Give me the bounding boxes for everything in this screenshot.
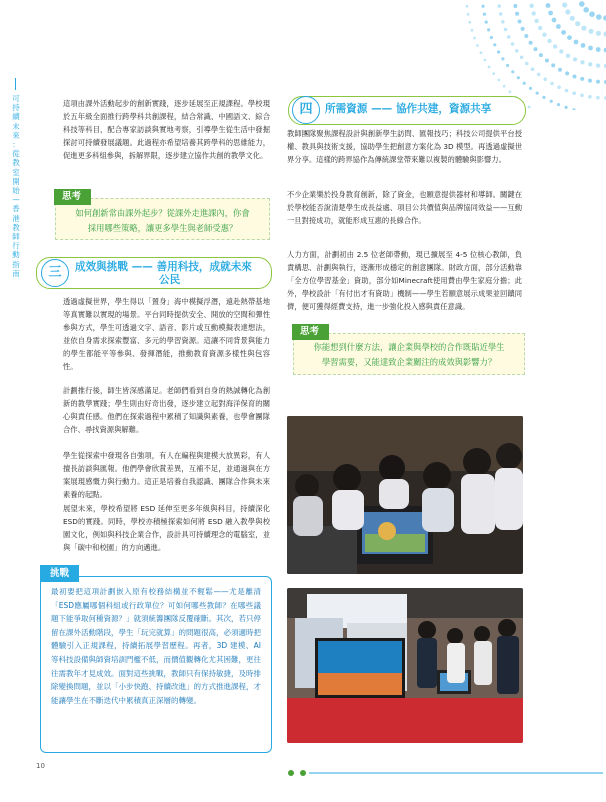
section-3-number: 三 bbox=[41, 259, 69, 287]
think-question-line-1: 如何創新常由課外起步？從課外走進課內，你會 bbox=[75, 208, 250, 218]
decorative-dot bbox=[573, 75, 577, 79]
decorative-dot bbox=[501, 57, 504, 60]
decorative-dot bbox=[581, 26, 586, 31]
decorative-dot bbox=[559, 49, 563, 53]
decorative-dot bbox=[497, 4, 501, 8]
side-title-char: 教 bbox=[12, 158, 20, 168]
side-title-char: 指 bbox=[12, 259, 20, 269]
decorative-dot bbox=[550, 100, 553, 103]
decorative-dot bbox=[501, 20, 505, 24]
decorative-dot bbox=[530, 4, 534, 8]
decorative-dot bbox=[483, 13, 486, 16]
think-question-line-1: 你能想到什麼方法，讓企業與學校的合作既貼近學生 bbox=[313, 342, 505, 352]
decorative-dot bbox=[580, 94, 584, 98]
section-3-header bbox=[36, 257, 272, 289]
photo-exhibition bbox=[287, 588, 523, 743]
decorative-dot bbox=[596, 80, 600, 84]
decorative-dot bbox=[588, 29, 593, 34]
decorative-dot bbox=[596, 47, 601, 52]
decorative-dot bbox=[468, 21, 471, 24]
paragraph-resources-1: 教師團隊聚焦課程設計與創新學生訪問、匯報技巧；科技公司提供平台授權、教具與技術支援，協助學生把創意方案化為 3D 模型。再透過虛擬世界分享。這樣的跨界協作為傳統課堂帶來難以複製的體驗與影響力。 bbox=[287, 129, 522, 164]
side-title-char: 持 bbox=[12, 103, 20, 113]
side-title-char: 來 bbox=[12, 130, 20, 140]
decorative-dot bbox=[565, 9, 570, 14]
decorative-dot bbox=[551, 63, 555, 67]
decorative-dot bbox=[588, 62, 592, 66]
side-title-char: 可 bbox=[12, 94, 20, 103]
decorative-dot bbox=[596, 31, 601, 36]
decorative-dot bbox=[547, 39, 551, 43]
decorative-dot bbox=[487, 28, 490, 31]
decorative-dot bbox=[580, 60, 584, 64]
decorative-dot bbox=[524, 34, 528, 38]
decorative-dot bbox=[550, 82, 554, 86]
decorative-dot bbox=[490, 36, 493, 39]
decorative-dot bbox=[570, 16, 575, 21]
decorative-dot bbox=[575, 21, 580, 26]
decorative-dot bbox=[507, 35, 511, 39]
decorative-dot bbox=[562, 2, 567, 7]
decorative-dot bbox=[542, 33, 546, 37]
bottom-decorative-rule bbox=[283, 766, 603, 780]
decorative-dot bbox=[523, 82, 526, 85]
side-title-char: ： bbox=[12, 140, 20, 150]
decorative-dot bbox=[521, 27, 525, 31]
decorative-dot bbox=[492, 72, 495, 75]
decorative-dot bbox=[515, 12, 519, 16]
decorative-dot bbox=[534, 19, 538, 23]
decorative-dot bbox=[511, 70, 514, 73]
decorative-dot bbox=[546, 3, 551, 8]
side-title-char: 香 bbox=[12, 204, 20, 214]
decorative-dot bbox=[534, 47, 538, 51]
decorative-dot bbox=[528, 106, 531, 109]
side-title-char: 動 bbox=[12, 250, 20, 260]
decorative-dot bbox=[517, 76, 520, 79]
decorative-dot bbox=[536, 92, 539, 95]
side-title-char: 室 bbox=[12, 167, 20, 177]
decorative-dot bbox=[583, 7, 589, 13]
challenge-tag: 挑戰 bbox=[40, 565, 79, 582]
decorative-dot bbox=[545, 59, 549, 63]
decorative-dot bbox=[588, 95, 592, 99]
decorative-dot bbox=[543, 77, 547, 81]
think-box-1 bbox=[55, 191, 270, 240]
decorative-dot bbox=[565, 71, 569, 75]
decorative-dot bbox=[567, 35, 572, 40]
decorative-dot bbox=[573, 57, 577, 61]
decorative-dot bbox=[557, 103, 560, 106]
decorative-dot bbox=[531, 67, 535, 71]
paragraph-resources-2: 不少企業樂於投身教育創新，除了資金，也願意提供器材和導師。關鍵在於學校能否說清楚學生成長益處、項目公共價值與品牌協同效益——互動一旦對接成功，就能形成互惠的長線合作。 bbox=[287, 190, 522, 225]
decorative-dot bbox=[532, 11, 536, 15]
side-title-char: 師 bbox=[12, 232, 20, 242]
decorative-dot bbox=[581, 43, 586, 48]
decorative-dot bbox=[483, 59, 486, 62]
decorative-dot bbox=[520, 56, 524, 60]
side-title-char: 續 bbox=[12, 112, 20, 122]
decorative-dot bbox=[588, 79, 592, 83]
decorative-dot bbox=[580, 77, 584, 81]
decorative-dot bbox=[537, 73, 541, 77]
side-title-char: 從 bbox=[12, 149, 20, 159]
decorative-dot bbox=[588, 46, 593, 51]
decorative-dot bbox=[557, 86, 561, 90]
decorative-dot bbox=[488, 66, 491, 69]
decorative-dot bbox=[565, 89, 569, 93]
photo-students-exploring bbox=[287, 416, 523, 574]
decorative-dot bbox=[497, 79, 500, 82]
decorative-dot bbox=[513, 4, 517, 8]
decorative-dot bbox=[561, 30, 566, 35]
paragraph-outcomes-3: 學生從探索中發現各自強項，有人在編程與建模大放異彩，有人擅長訪談與匯報。他們學會欣賞差異，互補不足，並通過與在方案展現感慨力與行動力。這正是培養自我認識、團隊合作與未來素養的起點。 bbox=[63, 451, 270, 499]
decorative-dot bbox=[553, 44, 557, 48]
decorative-dot bbox=[476, 44, 479, 47]
side-title-char: 未 bbox=[12, 121, 20, 131]
decorative-dot bbox=[485, 21, 488, 24]
side-title-char: 始 bbox=[12, 186, 20, 196]
paragraph-outlook: 展望未來，學校希望將 ESD 延伸至更多年級與科目，持續深化ESD的實踐。同時，學校亦積極探索如何將 ESD 融入教學與校園文化，例如與科技企業合作，設計具可持續理念的電腦室，並與「碳中和校園」的方向邁進。 bbox=[63, 504, 270, 552]
section-3-title-line-2: 公民 bbox=[159, 274, 181, 286]
side-title-char: 教 bbox=[12, 222, 20, 232]
decorative-dot bbox=[525, 62, 529, 66]
decorative-dot bbox=[548, 11, 553, 16]
side-title-char: 港 bbox=[12, 213, 20, 223]
decorative-dot-pattern bbox=[430, 0, 606, 110]
decorative-dot bbox=[503, 85, 506, 88]
side-title-rule bbox=[15, 78, 16, 90]
decorative-dot bbox=[506, 64, 509, 67]
section-4-number: 四 bbox=[292, 96, 320, 124]
decorative-dot bbox=[565, 106, 568, 109]
think-tag: 思考 bbox=[54, 189, 91, 205]
decorative-dot bbox=[515, 49, 519, 53]
page-number: 10 bbox=[36, 762, 45, 770]
think-tag: 思考 bbox=[292, 324, 329, 340]
decorative-dot bbox=[529, 41, 533, 45]
decorative-dot bbox=[499, 12, 503, 16]
decorative-dot bbox=[538, 26, 542, 30]
decorative-dot bbox=[518, 20, 522, 24]
challenge-box bbox=[40, 568, 272, 753]
think-question-line-2: 學習需要，又能達致企業關注的成效與影響力？ bbox=[321, 357, 497, 367]
decorative-dot bbox=[574, 40, 579, 45]
section-4-title: 所需資源 —— 協作共建，資源共享 bbox=[325, 103, 492, 115]
decorative-dot bbox=[471, 29, 474, 32]
side-title-char: 開 bbox=[12, 176, 20, 186]
decorative-dot bbox=[558, 68, 562, 72]
decorative-dot bbox=[480, 51, 483, 54]
section-3-title-line-1: 成效與挑戰 —— 善用科技，成就未來 bbox=[75, 261, 252, 273]
decorative-dot bbox=[566, 54, 570, 58]
paragraph-outcomes-1: 透過虛擬世界，學生得以「置身」海中模擬浮潛，遠赴熱帶基地等真實難以實現的場景。平台同時提供安全、開放的空間和彈性參與方式，學生可透過文字、語音、影片或互動模擬表達想法，並依自身需求探索豐富、多元的學習資源。這讓不同背景與能力的學生都能平等參與、發揮潛能，推動教育資源多樣性與包容性。 bbox=[63, 297, 270, 371]
decorative-dot bbox=[504, 28, 508, 32]
side-title-char: — bbox=[12, 195, 20, 205]
think-box-2 bbox=[293, 326, 525, 375]
decorative-dot bbox=[529, 87, 532, 90]
paragraph-resources-3: 人力方面，計劃初由 2.5 位老師帶動，現已擴展至 4-5 位核心教師，負責構思、計劃與執行，逐漸形成穩定的創意團隊。財政方面，部分活動靠「全方位學習基金」資助，部分如Minecraft使用費由學生家庭分擔；此外，學校設計「有付出才有資助」機制——學生若願意展示成果並回饋同儕，便可獲得經費支持，進一步強化投入感與責任意識。 bbox=[287, 250, 522, 311]
side-title-char: 行 bbox=[12, 241, 20, 251]
decorative-dot bbox=[556, 24, 561, 29]
decorative-dot bbox=[542, 96, 545, 99]
decorative-dot bbox=[493, 43, 496, 46]
decorative-dot bbox=[467, 13, 470, 16]
decorative-dot bbox=[572, 108, 575, 110]
decorative-dot bbox=[596, 96, 600, 100]
decorative-dot bbox=[511, 42, 515, 46]
decorative-dot bbox=[579, 1, 585, 7]
section-4-header bbox=[288, 96, 526, 125]
decorative-dot bbox=[596, 14, 602, 20]
decorative-dot bbox=[596, 63, 600, 67]
think-question-line-2: 採用哪些策略，讓更多學生與老師受惠？ bbox=[87, 223, 238, 233]
decorative-dot bbox=[482, 5, 485, 8]
decorative-dot bbox=[497, 50, 500, 53]
decorative-dot bbox=[589, 11, 595, 17]
decorative-dot bbox=[466, 5, 469, 8]
side-series-title bbox=[11, 94, 21, 278]
decorative-dot bbox=[473, 37, 476, 40]
intro-paragraph: 這項由課外活動起步的創新實踐，逐步延展至正規課程。學校現於五年級全面推行跨學科共創課程，結合常識、中國語文、綜合科技等科目，配合專家訪談與實地考察，引導學生從生活中發掘探討可持續發展議題。此過程亦希望培養其跨學科的思維能力，促進更多科組參與，拆解界限，逐步建立協作共創的教學文化。 bbox=[63, 99, 270, 160]
side-title-char: 南 bbox=[12, 268, 20, 278]
decorative-dot bbox=[572, 91, 576, 95]
decorative-dot bbox=[552, 18, 557, 23]
decorative-dot bbox=[509, 90, 512, 93]
challenge-body: 最初要把這項計劃嵌入原有校務結構並不輕鬆——尤是離清「ESD應屬哪個科組或行政單位？可如何哪些教師？在哪些議題下能爭取何種資源？」就須統籌團隊反覆確斷。其次，若只停留在課外活動階段，學生「玩完就算」的問題很高，必須適時把體驗引入正規課程，持續拓展學習歷程。再者，3D 建模、AI 等科技設備與師資培訓門檻不低，而價值觀轉化尤其困難，更往往需教年才見成效。面對這些挑戰，教師只有保持敏捷，及時排除變換問題，並以「小步快跑、持續改進」的方式推進課程，才能讓學生在不斷迭代中累積真正深層的轉變。 bbox=[51, 587, 261, 705]
decorative-dot bbox=[539, 53, 543, 57]
paragraph-outcomes-2: 計劃推行後，師生皆深感滿足。老師們看到自身的熱誠轉化為創新的教學實踐；學生則由好奇出發，逐步建立起對海洋保育的關心與責任感。他們在探索過程中累積了知識與素養，也學會團隊合作、尋找資源與解難。 bbox=[63, 386, 270, 434]
